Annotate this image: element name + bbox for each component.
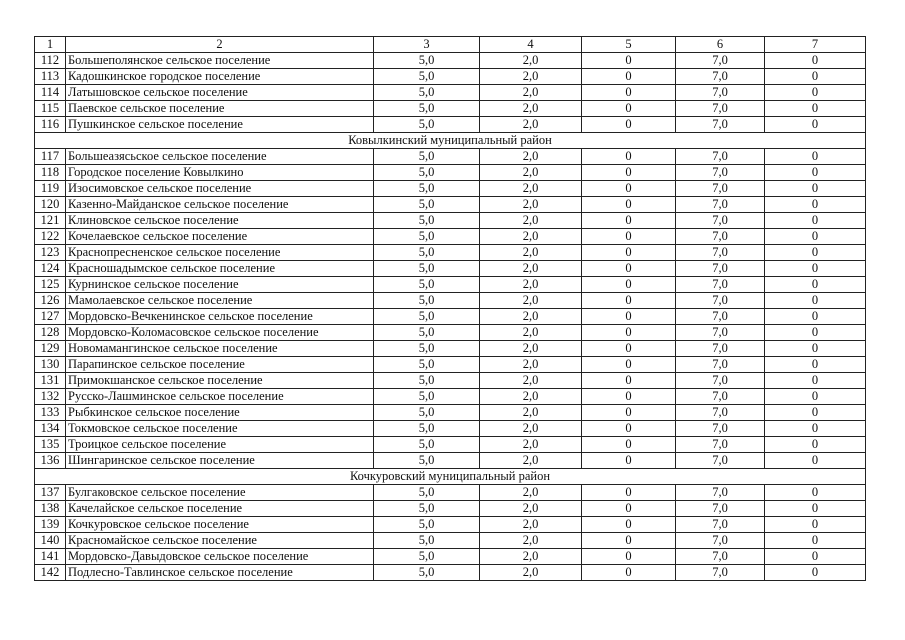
table-row bbox=[35, 373, 866, 389]
value-col4-cell: 2,0 bbox=[480, 149, 582, 165]
value-col3-cell: 5,0 bbox=[374, 197, 480, 213]
table-row bbox=[35, 293, 866, 309]
value-col6-cell: 7,0 bbox=[676, 517, 765, 533]
value-col5-cell: 0 bbox=[582, 117, 676, 133]
value-col7-cell: 0 bbox=[765, 309, 866, 325]
value-col6-cell: 7,0 bbox=[676, 309, 765, 325]
row-number-cell: 127 bbox=[35, 309, 66, 325]
section-header-row bbox=[35, 469, 866, 485]
value-col7-cell: 0 bbox=[765, 197, 866, 213]
value-col5-cell: 0 bbox=[582, 165, 676, 181]
value-col7-cell: 0 bbox=[765, 69, 866, 85]
row-number-cell: 135 bbox=[35, 437, 66, 453]
table-row bbox=[35, 389, 866, 405]
value-col3-cell: 5,0 bbox=[374, 485, 480, 501]
table-row bbox=[35, 245, 866, 261]
settlement-name-cell: Рыбкинское сельское поселение bbox=[66, 405, 374, 421]
value-col7-cell: 0 bbox=[765, 565, 866, 581]
header-cell: 2 bbox=[66, 37, 374, 53]
value-col6-cell: 7,0 bbox=[676, 453, 765, 469]
table-row bbox=[35, 85, 866, 101]
value-col4-cell: 2,0 bbox=[480, 229, 582, 245]
row-number-cell: 126 bbox=[35, 293, 66, 309]
value-col5-cell: 0 bbox=[582, 357, 676, 373]
settlement-name-cell: Булгаковское сельское поселение bbox=[66, 485, 374, 501]
value-col6-cell: 7,0 bbox=[676, 213, 765, 229]
value-col6-cell: 7,0 bbox=[676, 565, 765, 581]
value-col6-cell: 7,0 bbox=[676, 117, 765, 133]
value-col4-cell: 2,0 bbox=[480, 517, 582, 533]
section-title: Кочкуровский муниципальный район bbox=[35, 469, 866, 485]
settlement-name-cell: Троицкое сельское поселение bbox=[66, 437, 374, 453]
settlement-name-cell: Русско-Лашминское сельское поселение bbox=[66, 389, 374, 405]
table-row bbox=[35, 437, 866, 453]
settlement-name-cell: Красномайское сельское поселение bbox=[66, 533, 374, 549]
value-col7-cell: 0 bbox=[765, 517, 866, 533]
settlement-name-cell: Краснопресненское сельское поселение bbox=[66, 245, 374, 261]
row-number-cell: 124 bbox=[35, 261, 66, 277]
value-col5-cell: 0 bbox=[582, 533, 676, 549]
value-col5-cell: 0 bbox=[582, 437, 676, 453]
settlement-name-cell: Мамолаевское сельское поселение bbox=[66, 293, 374, 309]
row-number-cell: 118 bbox=[35, 165, 66, 181]
settlement-name-cell: Красношадымское сельское поселение bbox=[66, 261, 374, 277]
value-col7-cell: 0 bbox=[765, 165, 866, 181]
value-col3-cell: 5,0 bbox=[374, 165, 480, 181]
value-col3-cell: 5,0 bbox=[374, 325, 480, 341]
settlement-name-cell: Клиновское сельское поселение bbox=[66, 213, 374, 229]
value-col4-cell: 2,0 bbox=[480, 69, 582, 85]
value-col6-cell: 7,0 bbox=[676, 245, 765, 261]
value-col6-cell: 7,0 bbox=[676, 85, 765, 101]
table-row bbox=[35, 181, 866, 197]
value-col3-cell: 5,0 bbox=[374, 277, 480, 293]
value-col3-cell: 5,0 bbox=[374, 357, 480, 373]
value-col7-cell: 0 bbox=[765, 373, 866, 389]
value-col3-cell: 5,0 bbox=[374, 213, 480, 229]
value-col3-cell: 5,0 bbox=[374, 53, 480, 69]
value-col4-cell: 2,0 bbox=[480, 389, 582, 405]
value-col3-cell: 5,0 bbox=[374, 373, 480, 389]
value-col7-cell: 0 bbox=[765, 389, 866, 405]
value-col4-cell: 2,0 bbox=[480, 293, 582, 309]
value-col4-cell: 2,0 bbox=[480, 245, 582, 261]
value-col3-cell: 5,0 bbox=[374, 421, 480, 437]
value-col6-cell: 7,0 bbox=[676, 373, 765, 389]
value-col5-cell: 0 bbox=[582, 245, 676, 261]
value-col4-cell: 2,0 bbox=[480, 549, 582, 565]
value-col6-cell: 7,0 bbox=[676, 261, 765, 277]
value-col6-cell: 7,0 bbox=[676, 69, 765, 85]
value-col7-cell: 0 bbox=[765, 485, 866, 501]
row-number-cell: 140 bbox=[35, 533, 66, 549]
table-row bbox=[35, 229, 866, 245]
value-col7-cell: 0 bbox=[765, 405, 866, 421]
header-cell: 5 bbox=[582, 37, 676, 53]
value-col4-cell: 2,0 bbox=[480, 197, 582, 213]
settlements-table bbox=[34, 36, 866, 581]
header-cell: 1 bbox=[35, 37, 66, 53]
column-number-header-row bbox=[35, 37, 866, 53]
value-col3-cell: 5,0 bbox=[374, 549, 480, 565]
value-col7-cell: 0 bbox=[765, 325, 866, 341]
value-col3-cell: 5,0 bbox=[374, 501, 480, 517]
value-col6-cell: 7,0 bbox=[676, 197, 765, 213]
row-number-cell: 122 bbox=[35, 229, 66, 245]
value-col5-cell: 0 bbox=[582, 149, 676, 165]
value-col5-cell: 0 bbox=[582, 277, 676, 293]
value-col4-cell: 2,0 bbox=[480, 533, 582, 549]
value-col5-cell: 0 bbox=[582, 325, 676, 341]
value-col5-cell: 0 bbox=[582, 53, 676, 69]
value-col7-cell: 0 bbox=[765, 213, 866, 229]
value-col6-cell: 7,0 bbox=[676, 501, 765, 517]
value-col5-cell: 0 bbox=[582, 261, 676, 277]
row-number-cell: 128 bbox=[35, 325, 66, 341]
value-col6-cell: 7,0 bbox=[676, 101, 765, 117]
settlement-name-cell: Примокшанское сельское поселение bbox=[66, 373, 374, 389]
row-number-cell: 139 bbox=[35, 517, 66, 533]
value-col6-cell: 7,0 bbox=[676, 437, 765, 453]
value-col4-cell: 2,0 bbox=[480, 309, 582, 325]
value-col7-cell: 0 bbox=[765, 101, 866, 117]
header-cell: 7 bbox=[765, 37, 866, 53]
value-col4-cell: 2,0 bbox=[480, 213, 582, 229]
table-row bbox=[35, 53, 866, 69]
value-col3-cell: 5,0 bbox=[374, 181, 480, 197]
table-row bbox=[35, 213, 866, 229]
settlement-name-cell: Курнинское сельское поселение bbox=[66, 277, 374, 293]
value-col3-cell: 5,0 bbox=[374, 85, 480, 101]
value-col6-cell: 7,0 bbox=[676, 53, 765, 69]
header-cell: 6 bbox=[676, 37, 765, 53]
value-col4-cell: 2,0 bbox=[480, 101, 582, 117]
table-row bbox=[35, 549, 866, 565]
value-col7-cell: 0 bbox=[765, 181, 866, 197]
value-col5-cell: 0 bbox=[582, 69, 676, 85]
settlement-name-cell: Пушкинское сельское поселение bbox=[66, 117, 374, 133]
row-number-cell: 119 bbox=[35, 181, 66, 197]
value-col5-cell: 0 bbox=[582, 501, 676, 517]
value-col6-cell: 7,0 bbox=[676, 293, 765, 309]
value-col7-cell: 0 bbox=[765, 277, 866, 293]
value-col3-cell: 5,0 bbox=[374, 229, 480, 245]
value-col5-cell: 0 bbox=[582, 373, 676, 389]
header-cell: 4 bbox=[480, 37, 582, 53]
value-col5-cell: 0 bbox=[582, 213, 676, 229]
value-col4-cell: 2,0 bbox=[480, 325, 582, 341]
value-col4-cell: 2,0 bbox=[480, 277, 582, 293]
value-col5-cell: 0 bbox=[582, 421, 676, 437]
value-col4-cell: 2,0 bbox=[480, 117, 582, 133]
row-number-cell: 123 bbox=[35, 245, 66, 261]
value-col5-cell: 0 bbox=[582, 85, 676, 101]
row-number-cell: 114 bbox=[35, 85, 66, 101]
settlement-name-cell: Подлесно-Тавлинское сельское поселение bbox=[66, 565, 374, 581]
settlement-name-cell: Кочелаевское сельское поселение bbox=[66, 229, 374, 245]
value-col7-cell: 0 bbox=[765, 261, 866, 277]
value-col6-cell: 7,0 bbox=[676, 149, 765, 165]
value-col3-cell: 5,0 bbox=[374, 309, 480, 325]
table-row bbox=[35, 325, 866, 341]
row-number-cell: 117 bbox=[35, 149, 66, 165]
table-row bbox=[35, 69, 866, 85]
value-col3-cell: 5,0 bbox=[374, 101, 480, 117]
header-cell: 3 bbox=[374, 37, 480, 53]
value-col3-cell: 5,0 bbox=[374, 245, 480, 261]
value-col3-cell: 5,0 bbox=[374, 293, 480, 309]
value-col4-cell: 2,0 bbox=[480, 341, 582, 357]
settlement-name-cell: Качелайское сельское поселение bbox=[66, 501, 374, 517]
value-col4-cell: 2,0 bbox=[480, 85, 582, 101]
table-row bbox=[35, 117, 866, 133]
settlement-name-cell: Изосимовское сельское поселение bbox=[66, 181, 374, 197]
table-row bbox=[35, 453, 866, 469]
row-number-cell: 141 bbox=[35, 549, 66, 565]
value-col7-cell: 0 bbox=[765, 549, 866, 565]
value-col5-cell: 0 bbox=[582, 517, 676, 533]
value-col5-cell: 0 bbox=[582, 389, 676, 405]
settlement-name-cell: Большеазясьское сельское поселение bbox=[66, 149, 374, 165]
row-number-cell: 129 bbox=[35, 341, 66, 357]
value-col7-cell: 0 bbox=[765, 85, 866, 101]
settlement-name-cell: Шингаринское сельское поселение bbox=[66, 453, 374, 469]
settlement-name-cell: Мордовско-Вечкенинское сельское поселение bbox=[66, 309, 374, 325]
settlement-name-cell: Новомамангинское сельское поселение bbox=[66, 341, 374, 357]
value-col6-cell: 7,0 bbox=[676, 341, 765, 357]
settlement-name-cell: Мордовско-Давыдовское сельское поселение bbox=[66, 549, 374, 565]
table-row bbox=[35, 261, 866, 277]
value-col5-cell: 0 bbox=[582, 197, 676, 213]
value-col5-cell: 0 bbox=[582, 485, 676, 501]
value-col7-cell: 0 bbox=[765, 357, 866, 373]
value-col3-cell: 5,0 bbox=[374, 69, 480, 85]
table-row bbox=[35, 277, 866, 293]
table-row bbox=[35, 197, 866, 213]
value-col4-cell: 2,0 bbox=[480, 53, 582, 69]
row-number-cell: 116 bbox=[35, 117, 66, 133]
value-col6-cell: 7,0 bbox=[676, 277, 765, 293]
table-row bbox=[35, 485, 866, 501]
table-row bbox=[35, 533, 866, 549]
row-number-cell: 136 bbox=[35, 453, 66, 469]
value-col4-cell: 2,0 bbox=[480, 421, 582, 437]
settlement-name-cell: Мордовско-Коломасовское сельское поселение bbox=[66, 325, 374, 341]
row-number-cell: 131 bbox=[35, 373, 66, 389]
value-col3-cell: 5,0 bbox=[374, 533, 480, 549]
row-number-cell: 125 bbox=[35, 277, 66, 293]
value-col5-cell: 0 bbox=[582, 101, 676, 117]
value-col7-cell: 0 bbox=[765, 341, 866, 357]
value-col7-cell: 0 bbox=[765, 293, 866, 309]
row-number-cell: 133 bbox=[35, 405, 66, 421]
table-row bbox=[35, 517, 866, 533]
value-col5-cell: 0 bbox=[582, 405, 676, 421]
value-col4-cell: 2,0 bbox=[480, 181, 582, 197]
table-body bbox=[35, 37, 866, 581]
value-col6-cell: 7,0 bbox=[676, 421, 765, 437]
value-col5-cell: 0 bbox=[582, 181, 676, 197]
value-col5-cell: 0 bbox=[582, 293, 676, 309]
table-row bbox=[35, 421, 866, 437]
value-col6-cell: 7,0 bbox=[676, 181, 765, 197]
value-col7-cell: 0 bbox=[765, 149, 866, 165]
value-col5-cell: 0 bbox=[582, 341, 676, 357]
value-col4-cell: 2,0 bbox=[480, 501, 582, 517]
settlement-name-cell: Парапинское сельское поселение bbox=[66, 357, 374, 373]
value-col6-cell: 7,0 bbox=[676, 549, 765, 565]
value-col5-cell: 0 bbox=[582, 229, 676, 245]
value-col4-cell: 2,0 bbox=[480, 565, 582, 581]
value-col7-cell: 0 bbox=[765, 501, 866, 517]
value-col4-cell: 2,0 bbox=[480, 373, 582, 389]
row-number-cell: 121 bbox=[35, 213, 66, 229]
value-col6-cell: 7,0 bbox=[676, 485, 765, 501]
value-col7-cell: 0 bbox=[765, 533, 866, 549]
settlement-name-cell: Большеполянское сельское поселение bbox=[66, 53, 374, 69]
value-col5-cell: 0 bbox=[582, 549, 676, 565]
value-col3-cell: 5,0 bbox=[374, 517, 480, 533]
value-col7-cell: 0 bbox=[765, 117, 866, 133]
settlement-name-cell: Токмовское сельское поселение bbox=[66, 421, 374, 437]
settlement-name-cell: Латышовское сельское поселение bbox=[66, 85, 374, 101]
value-col3-cell: 5,0 bbox=[374, 117, 480, 133]
table-row bbox=[35, 101, 866, 117]
table-row bbox=[35, 565, 866, 581]
value-col7-cell: 0 bbox=[765, 229, 866, 245]
value-col4-cell: 2,0 bbox=[480, 405, 582, 421]
row-number-cell: 113 bbox=[35, 69, 66, 85]
value-col6-cell: 7,0 bbox=[676, 405, 765, 421]
value-col6-cell: 7,0 bbox=[676, 325, 765, 341]
row-number-cell: 120 bbox=[35, 197, 66, 213]
settlement-name-cell: Казенно-Майданское сельское поселение bbox=[66, 197, 374, 213]
row-number-cell: 134 bbox=[35, 421, 66, 437]
value-col7-cell: 0 bbox=[765, 437, 866, 453]
value-col4-cell: 2,0 bbox=[480, 453, 582, 469]
value-col3-cell: 5,0 bbox=[374, 453, 480, 469]
table-row bbox=[35, 357, 866, 373]
table-row bbox=[35, 341, 866, 357]
section-title: Ковылкинский муниципальный район bbox=[35, 133, 866, 149]
value-col6-cell: 7,0 bbox=[676, 165, 765, 181]
value-col3-cell: 5,0 bbox=[374, 341, 480, 357]
value-col7-cell: 0 bbox=[765, 245, 866, 261]
row-number-cell: 115 bbox=[35, 101, 66, 117]
table-row bbox=[35, 405, 866, 421]
value-col3-cell: 5,0 bbox=[374, 389, 480, 405]
value-col7-cell: 0 bbox=[765, 53, 866, 69]
settlement-name-cell: Кочкуровское сельское поселение bbox=[66, 517, 374, 533]
table-row bbox=[35, 165, 866, 181]
value-col6-cell: 7,0 bbox=[676, 229, 765, 245]
value-col5-cell: 0 bbox=[582, 565, 676, 581]
table-row bbox=[35, 149, 866, 165]
value-col7-cell: 0 bbox=[765, 453, 866, 469]
value-col4-cell: 2,0 bbox=[480, 485, 582, 501]
value-col4-cell: 2,0 bbox=[480, 357, 582, 373]
value-col5-cell: 0 bbox=[582, 453, 676, 469]
settlement-name-cell: Кадошкинское городское поселение bbox=[66, 69, 374, 85]
settlement-name-cell: Городское поселение Ковылкино bbox=[66, 165, 374, 181]
row-number-cell: 132 bbox=[35, 389, 66, 405]
value-col3-cell: 5,0 bbox=[374, 405, 480, 421]
value-col4-cell: 2,0 bbox=[480, 165, 582, 181]
value-col4-cell: 2,0 bbox=[480, 261, 582, 277]
row-number-cell: 130 bbox=[35, 357, 66, 373]
row-number-cell: 138 bbox=[35, 501, 66, 517]
row-number-cell: 137 bbox=[35, 485, 66, 501]
value-col3-cell: 5,0 bbox=[374, 149, 480, 165]
settlement-name-cell: Паевское сельское поселение bbox=[66, 101, 374, 117]
value-col5-cell: 0 bbox=[582, 309, 676, 325]
table-row bbox=[35, 309, 866, 325]
value-col6-cell: 7,0 bbox=[676, 357, 765, 373]
value-col3-cell: 5,0 bbox=[374, 565, 480, 581]
value-col3-cell: 5,0 bbox=[374, 261, 480, 277]
row-number-cell: 112 bbox=[35, 53, 66, 69]
value-col4-cell: 2,0 bbox=[480, 437, 582, 453]
value-col7-cell: 0 bbox=[765, 421, 866, 437]
row-number-cell: 142 bbox=[35, 565, 66, 581]
table-row bbox=[35, 501, 866, 517]
section-header-row bbox=[35, 133, 866, 149]
value-col6-cell: 7,0 bbox=[676, 533, 765, 549]
value-col6-cell: 7,0 bbox=[676, 389, 765, 405]
value-col3-cell: 5,0 bbox=[374, 437, 480, 453]
